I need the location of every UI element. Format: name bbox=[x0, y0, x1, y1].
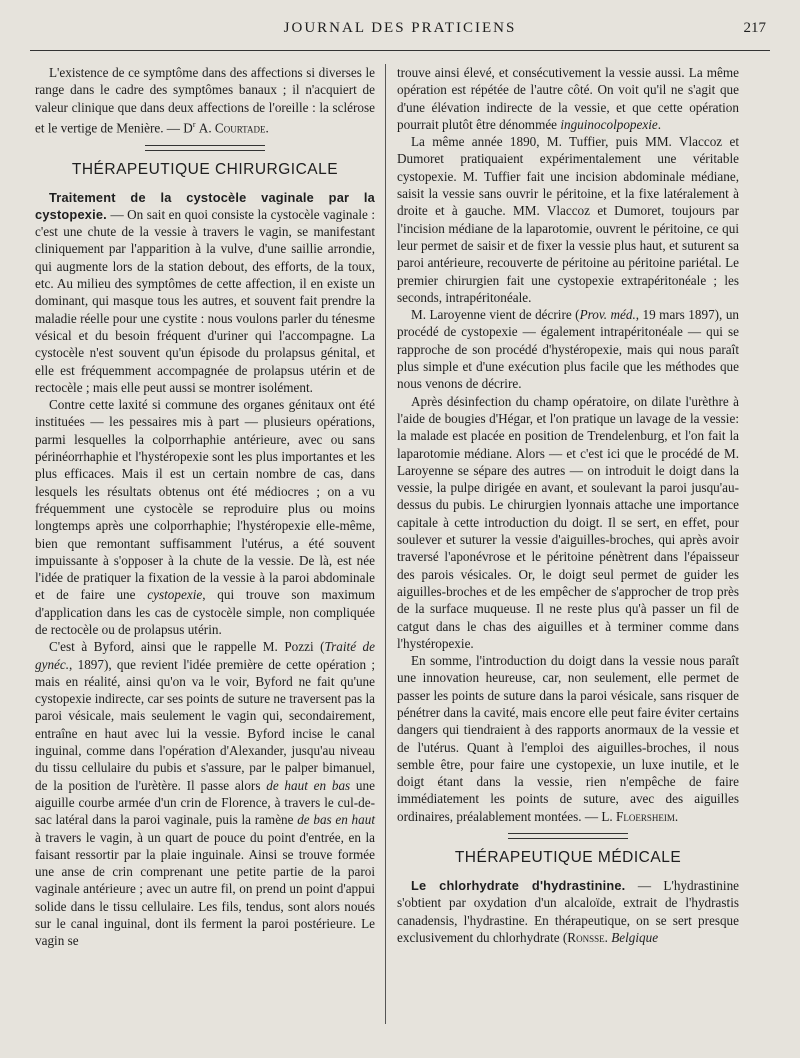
text-run: M. Laroyenne vient de décrire ( bbox=[411, 307, 580, 323]
paragraph bbox=[35, 64, 375, 137]
text-run: La même année 1890, M. Tuffier, puis MM. Vlaccoz et Dumoret pratiquaient expérimentalement une véritable cystopexie. M. Tuffier fait une incision abdominale médiane, saisit la vessie sans ouvrir le péritoine, et la fixe latéralement à droite et à gauche. MM. Vlaccoz et Dumoret, toujours par l'incision médiane de la laparotomie, ouvrent le péritoine, ce qui leur permet de saisir et de fixer la vessie plus haut, et suturent sa paroi antérieure, recouverte de péritoine au péritoine pariétal. Le premier chirurgien fait une cystopexie extrapéritonéale ; les seconds, intrapéritonéale. bbox=[397, 134, 739, 305]
text-run: Après désinfection du champ opératoire, on dilate l'urèthre à l'aide de bougies d'Hégar, et l'on pratique un lavage de la vessie: la malade est placée en position de Trendelenburg, et l'on fait la laparotomie médiane. Alors — et c'est ici que le procédé de M. Laroyenne se sépare des autres — on introduit le doigt dans la vessie, la pulpe dirigée en avant, et soulevant la paroi jusqu'au-dessus du pubis. Le chirurgien lyonnais attache une importance capitale à cette introduction du doigt. Il se sert, en effet, pour soulever et suturer la vessie d'aiguilles-broches, qui après avoir traversé l'aponévrose et le péritoine pénètrent dans l'épaisseur des parois vésicales. Or, le doigt seul permet de guider les aiguilles-broches et de les empêcher de s'approcher de trop près de la surface muqueuse. Il ne reste plus qu'à passer un fil de catgut dans le chas des aiguilles et à terminer comme dans l'hystéropexie. bbox=[397, 393, 739, 651]
running-header bbox=[30, 14, 770, 51]
text-run: . bbox=[604, 929, 612, 945]
small-caps-name: Ronsse bbox=[567, 929, 605, 945]
left-column bbox=[35, 64, 375, 950]
paragraph bbox=[397, 393, 739, 652]
italic-citation: Belgique bbox=[611, 929, 659, 945]
paragraph bbox=[35, 638, 375, 949]
paragraph bbox=[35, 189, 375, 397]
text-run: — L'hydrastinine s'obtient par oxydation d'un alcaloïde, extrait de l'hydrastis canadensis, l'hydrastine. En thérapeutique, on se sert presque exclusivement du chlorhydrate ( bbox=[397, 878, 740, 945]
italic-citation: Traité de gynéc. bbox=[35, 639, 375, 672]
page-number: 217 bbox=[743, 20, 766, 36]
column-divider bbox=[385, 64, 386, 1024]
text-run: L'existence de ce symptôme dans des affections si diverses le range dans le cadre des symptômes banaux ; il n'acquiert de valeur clinique que dans deux affections de l'oreille : la sclérose et le vertige de Menière. — D bbox=[35, 65, 375, 136]
author-signature: L. Floersheim. bbox=[601, 808, 679, 824]
paragraph bbox=[397, 306, 739, 392]
paragraph bbox=[397, 652, 739, 825]
paragraph bbox=[397, 64, 739, 133]
article-title: Traitement de la cystocèle vaginale par la cystopexie. bbox=[35, 189, 375, 222]
article-title: Le chlorhydrate d'hydrastinine. bbox=[411, 878, 626, 894]
section-title-medicale: THÉRAPEUTIQUE MÉDICALE bbox=[454, 849, 682, 867]
text-run: une aiguille courbe armée d'un crin de Florence, à travers le cul-de-sac latéral dans la paroi vaginale, puis la ramène bbox=[35, 777, 375, 828]
author-signature: A. Courtade. bbox=[198, 120, 269, 136]
paragraph bbox=[397, 877, 739, 946]
italic-term: cystopexie bbox=[147, 587, 203, 603]
journal-title: JOURNAL DES PRATICIENS bbox=[283, 20, 517, 36]
text-run: — On sait en quoi consiste la cystocèle vaginale : c'est une chute de la vessie à travers le vagin, se manifestant cliniquement par l'apparition à la vulve, d'une saillie arrondie, qui augmente lors de la station debout, des efforts, de la toux, etc. Au milieu des symptômes de cette affection, il en existe un dominant, qui masque tous les autres, et souvent fait prendre la maladie réelle pour une cystite : nous voulons parler du ténesme vésical et du besoin fréquent d'uriner qui l'accompagne. La cystocèle n'est souvent qu'un épisode du prolapsus génital, et elle est fréquemment accompagnée de prolapsus utérin et de rectocèle ; mais elle peut aussi se montrer isolément. bbox=[35, 206, 376, 395]
italic-term: de bas en haut bbox=[297, 812, 375, 828]
text-run: trouve ainsi élevé, et consécutivement la vessie aussi. La même opération est répétée de l'autre côté. On voit qu'il ne s'agit que d'une élévation indirecte de la vessie, et que cette opération pourrait plutôt être dénommée bbox=[397, 65, 739, 132]
text-run: , 19 mars 1897), un procédé de cystopexie — également intrapéritonéale — qui se rapproche de son procédé d'hystéropexie, mais qui nous paraît plus simple et d'une exécution plus facile que les méthodes que nous venons de décrire. bbox=[397, 307, 740, 392]
paragraph bbox=[397, 133, 739, 306]
section-separator bbox=[508, 833, 628, 839]
italic-citation: Prov. méd. bbox=[579, 307, 636, 323]
section-separator bbox=[145, 145, 265, 151]
text-run: , 1897), que revient l'idée première de cette opération ; mais en réalité, ainsi qu'on va le voir, Byford ne fait qu'une cystopexie indirecte, car ses points de suture ne traversent pas la paroi vésicale, mais seulement le vagin qui, secondairement, entraîne en haut avec lui la vessie. Byford incise le canal inguinal, comme dans l'opération d'Alexander, jusqu'au niveau du tissu cellulaire du pubis et s'assure, par le palper bimanuel, de la position de l'urètère. Il passe alors bbox=[35, 656, 375, 793]
italic-term: inguinocolpopexie bbox=[560, 116, 658, 132]
text-run: à travers le vagin, à un quart de pouce du point d'entrée, en la faisant ressortir par la plaie inguinale. Ainsi se trouve formée une anse de crin comprenant une petite partie de la paroi vaginale antérieure ; avec un autre fil, on prend un point d'appui solide dans le tissu cellulaire. Les fils, tendus, sont alors noués sur le canal inguinal, dont ils ferment la paroi postérieure. Le vagin se bbox=[35, 829, 375, 949]
right-column bbox=[397, 64, 739, 946]
text-run: C'est à Byford, ainsi que le rappelle M. Pozzi ( bbox=[49, 639, 325, 655]
section-title-chirurgicale: THÉRAPEUTIQUE CHIRURGICALE bbox=[71, 160, 339, 178]
italic-term: de haut en bas bbox=[266, 777, 351, 793]
text-run: . bbox=[657, 116, 662, 132]
text-run: , qui trouve son maximum d'application dans les cas de cystocèle simple, non compliquée de rectocèle ou de prolapsus utérin. bbox=[35, 587, 375, 637]
text-run: Contre cette laxité si commune des organes génitaux ont été instituées — les pessaires mis à part — plusieurs opérations, parmi lesquelles la colporrhaphie antérieure, avec ou sans périnéorrhaphie et l'hystéropexie sont les plus importantes et les plus efficaces. Mais il est un certain nombre de cas, dans lesquels les résultats obtenus ont été médiocres ; on a vu fréquemment une cystocèle se reproduire plus ou moins longtemps après une colporrhaphie; l'hystéropexie elle-même, bien que remontant suffisamment l'utérus, a été souvent impuissante à s'opposer à la chute de la vessie. De là, est née l'idée de pratiquer la fixation de la vessie à la paroi abdominale et de faire une bbox=[35, 397, 375, 603]
paragraph bbox=[35, 396, 375, 638]
superscript: r bbox=[192, 119, 196, 129]
text-run: En somme, l'introduction du doigt dans la vessie nous paraît une innovation heureuse, car, non seulement, elle permet de passer les points de suture dans la paroi vésicale, sans risquer de pénétrer dans la cavité, mais encore elle peut faire éviter certains dangers qui tiendraient à des rapports anormaux de la vessie et de l'utérus. Quant à l'emploi des aiguilles-broches, il nous semble être, pour faire une cystopexie, un luxe inutile, et le doigt étant dans la vessie, rien n'empêche de faire immédiatement les points de suture, avec des aiguilles ordinaires, préalablement montées. — bbox=[397, 653, 739, 824]
